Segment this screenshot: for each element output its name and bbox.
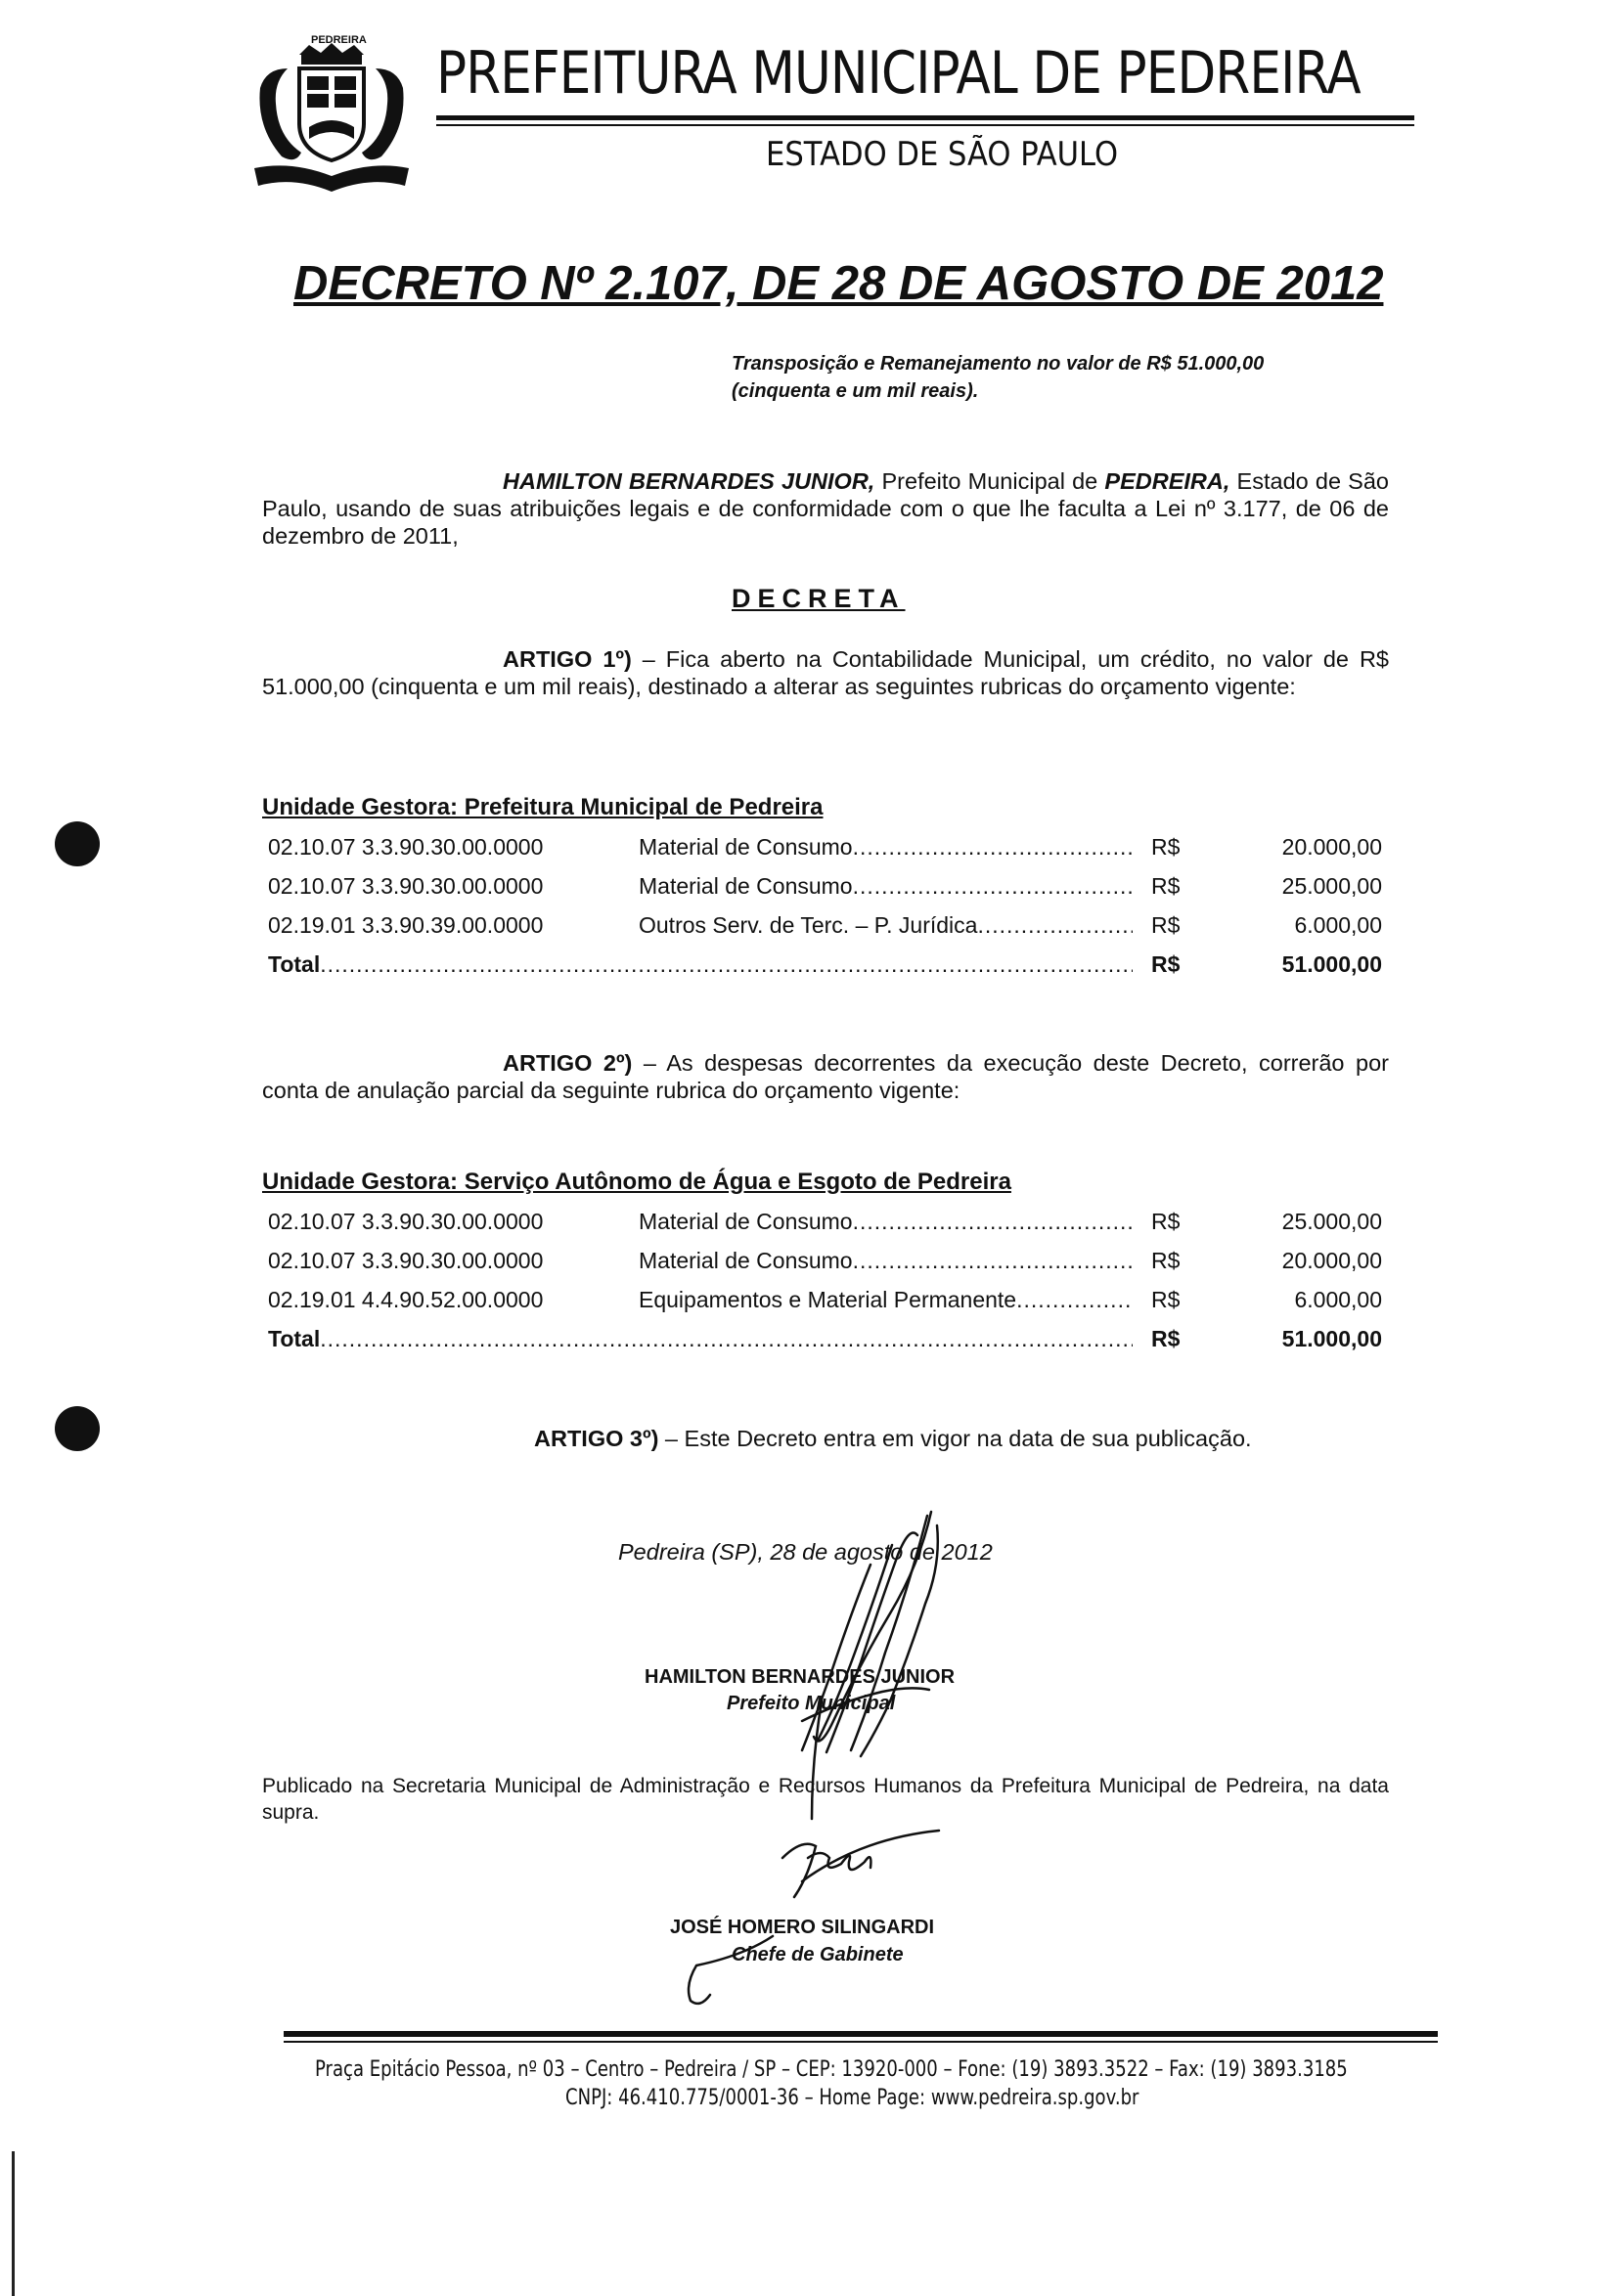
total-label: Total ..... xyxy=(268,1319,1133,1358)
row-value: 25.000,00 xyxy=(1281,873,1382,899)
row-currency: R$ xyxy=(1151,1287,1181,1312)
mayor-name: HAMILTON BERNARDES JUNIOR, xyxy=(503,468,875,494)
row-description: Outros Serv. de Terc. – P. Jurídica ..... xyxy=(639,905,1133,945)
footer-rule-thin xyxy=(284,2041,1438,2043)
decreta-heading: DECRETA xyxy=(732,584,906,613)
total-label: Total ..... xyxy=(268,945,1133,984)
row-value: 25.000,00 xyxy=(1281,1209,1382,1234)
total-currency: R$ xyxy=(1151,1326,1181,1351)
footer-rule xyxy=(284,2031,1438,2037)
table-total-row xyxy=(262,1319,1387,1358)
binder-hole xyxy=(55,821,100,866)
city-name: PEDREIRA, xyxy=(1104,468,1230,494)
table-row xyxy=(262,866,1387,905)
table-row xyxy=(262,1241,1387,1280)
preamble-text-2: Estado de São Paulo, usando de suas atribuições legais e de conformidade com o que lhe faculta a Lei nº 3.177, de 06 de dezembro de 2011, xyxy=(262,468,1389,549)
row-currency: R$ xyxy=(1151,1248,1181,1273)
row-currency: R$ xyxy=(1151,1209,1181,1234)
footer-address: Praça Epitácio Pessoa, nº 03 – Centro – Pedreira / SP – CEP: 13920-000 – Fone: (19) 3893.3522 – Fax: (19) 3893.3185 xyxy=(315,2057,1348,2082)
row-description: Material de Consumo ..... xyxy=(639,827,1133,866)
row-code: 02.10.07 3.3.90.30.00.0000 xyxy=(268,834,544,860)
total-currency: R$ xyxy=(1151,951,1181,977)
header-title: PREFEITURA MUNICIPAL DE PEDREIRA xyxy=(436,39,1361,108)
publication-note: Publicado na Secretaria Municipal de Administração e Recursos Humanos da Prefeitura Municipal de Pedreira, na data supra. xyxy=(262,1775,1389,1824)
table-2-unit-title: Unidade Gestora: Serviço Autônomo de Água e Esgoto de Pedreira xyxy=(262,1169,1011,1195)
subject-line-2: (cinquenta e um mil reais). xyxy=(732,380,979,402)
table-row xyxy=(262,1202,1387,1241)
row-value: 20.000,00 xyxy=(1281,834,1382,860)
artigo-2-label: ARTIGO 2º) xyxy=(503,1050,633,1076)
artigo-3-label: ARTIGO 3º) xyxy=(534,1426,659,1451)
row-code: 02.10.07 3.3.90.30.00.0000 xyxy=(268,873,544,899)
preamble-paragraph xyxy=(262,467,1389,550)
decree-title: DECRETO Nº 2.107, DE 28 DE AGOSTO DE 2012 xyxy=(293,257,1384,310)
table-row xyxy=(262,905,1387,945)
header-rule xyxy=(436,115,1414,120)
artigo-2-text: – As despesas decorrentes da execução deste Decreto, correrão por conta de anulação parcial da seguinte rubrica do orçamento vigente: xyxy=(262,1050,1389,1103)
crest-label: PEDREIRA xyxy=(311,34,367,46)
row-code: 02.19.01 4.4.90.52.00.0000 xyxy=(268,1287,544,1312)
row-currency: R$ xyxy=(1151,873,1181,899)
total-value: 51.000,00 xyxy=(1281,1326,1382,1351)
table-row xyxy=(262,827,1387,866)
row-description: Material de Consumo ..... xyxy=(639,1241,1133,1280)
row-value: 20.000,00 xyxy=(1281,1248,1382,1273)
total-value: 51.000,00 xyxy=(1281,951,1382,977)
artigo-1-text: – Fica aberto na Contabilidade Municipal, um crédito, no valor de R$ 51.000,00 (cinquenta e um mil reais), destinado a alterar as seguintes rubricas do orçamento vigente: xyxy=(262,646,1389,699)
artigo-1-paragraph xyxy=(262,645,1389,700)
decree-subject xyxy=(732,350,1387,405)
artigo-3-text: – Este Decreto entra em vigor na data de sua publicação. xyxy=(658,1426,1252,1451)
mayor-signature-role: Prefeito Municipal xyxy=(727,1693,896,1714)
row-description: Equipamentos e Material Permanente ..... xyxy=(639,1280,1133,1319)
row-code: 02.10.07 3.3.90.30.00.0000 xyxy=(268,1248,544,1273)
signature-date: Pedreira (SP), 28 de agosto de 2012 xyxy=(618,1539,993,1565)
budget-table-2 xyxy=(262,1202,1387,1358)
scan-margin-line xyxy=(12,2151,15,2296)
subject-line-1: Transposição e Remanejamento no valor de R$ 51.000,00 xyxy=(732,353,1265,375)
row-description: Material de Consumo ..... xyxy=(639,1202,1133,1241)
header-rule-thin xyxy=(436,124,1414,126)
chief-signature-name: JOSÉ HOMERO SILINGARDI xyxy=(670,1917,935,1938)
row-description: Material de Consumo ..... xyxy=(639,866,1133,905)
artigo-2-paragraph xyxy=(262,1049,1389,1104)
artigo-1-label: ARTIGO 1º) xyxy=(503,646,632,672)
row-value: 6.000,00 xyxy=(1294,1287,1382,1312)
artigo-3-paragraph xyxy=(534,1426,1252,1452)
table-row xyxy=(262,1280,1387,1319)
mayor-signature-name: HAMILTON BERNARDES JUNIOR xyxy=(645,1666,956,1688)
footer-cnpj-homepage: CNPJ: 46.410.775/0001-36 – Home Page: www.pedreira.sp.gov.br xyxy=(565,2086,1139,2110)
binder-hole xyxy=(55,1406,100,1451)
table-total-row xyxy=(262,945,1387,984)
municipal-crest-logo xyxy=(252,29,411,194)
row-currency: R$ xyxy=(1151,912,1181,938)
row-code: 02.10.07 3.3.90.30.00.0000 xyxy=(268,1209,544,1234)
row-value: 6.000,00 xyxy=(1294,912,1382,938)
row-currency: R$ xyxy=(1151,834,1181,860)
row-code: 02.19.01 3.3.90.39.00.0000 xyxy=(268,912,544,938)
budget-table-1 xyxy=(262,827,1387,984)
table-1-unit-title: Unidade Gestora: Prefeitura Municipal de Pedreira xyxy=(262,794,824,820)
preamble-text-1: Prefeito Municipal de xyxy=(874,468,1105,494)
chief-signature-role: Chefe de Gabinete xyxy=(732,1944,904,1965)
header-state: ESTADO DE SÃO PAULO xyxy=(766,135,1119,174)
